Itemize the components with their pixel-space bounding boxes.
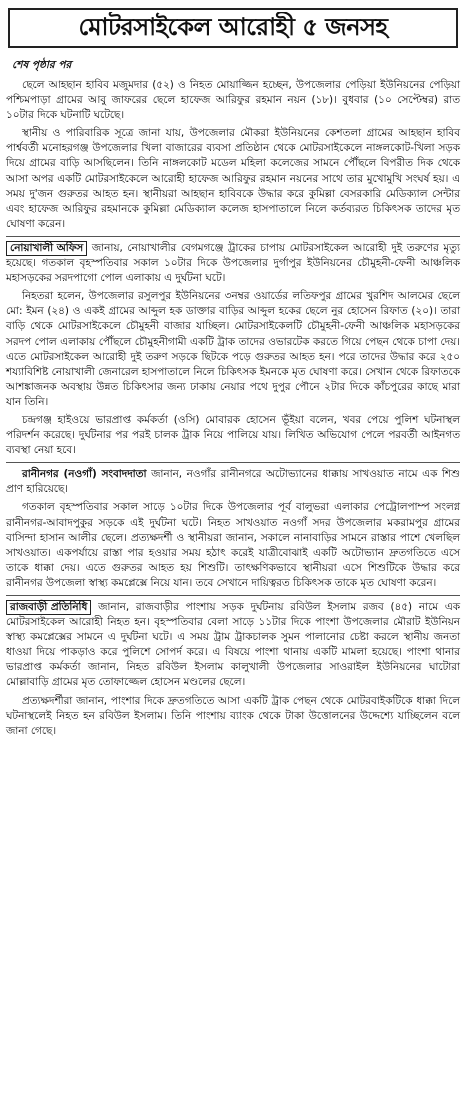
headline: মোটরসাইকেল আরোহী ৫ জনসহ — [78, 13, 388, 41]
paragraph-6-text: জানান, নওগাঁর রানীনগরে অটোভ্যানের ধাক্কায় সাখওয়াত নামে এক শিশু প্রাণ হারিয়েছে। — [6, 468, 460, 496]
paragraph-4: নিহতরা হলেন, উপজেলার রসুলপুর ইউনিয়নের ৩নম্বর ওয়ার্ডের লতিফপুর গ্রামের খুরশিদ আলমের ছেলে মো: ইমন (২৪) ও একই গ্রামের আব্দুল হক ডাক্তার বাড়ির আব্দুল হকের ছেলে নুর হোসেন রিফাত (২০)। তারা বাড়ি থেকে মোটরসাইকেলে চৌমুহনী বাজার যাচ্ছিল। মোটরসাইকেলটি চৌমুহনী-ফেনী আঞ্চলিক মহাসড়কের সরদপ পোল এলাকায় পৌঁছলে চৌমুহনীগামী একটি ট্রাক তাদের ওভারটেক করতে গিয়ে পেছন থেকে চাপা দেয়। এতে মোটরসাইকেল আরোহী দুই তরুণ সড়কে ছিটকে পড়ে গুরুতর আহত হন। পরে তাদের উদ্ধার করে ২৫০ শয্যাবিশিষ্ট নোয়াখালী জেনারেল হাসপাতালে নিলে চিকিৎসক ইমনকে মৃত ঘোষণা করে। সেখান থেকে রিফাতকে আশঙ্কাজনক অবস্থায় উন্নত চিকিৎসার জন্য ঢাকায় নেয়ার পথে দুপুর পৌনে ২টার দিকে কাঁচপুরের কাছে মারা যান তিনি। — [6, 290, 460, 408]
paragraph-raninagar — [6, 467, 460, 497]
divider — [6, 595, 460, 596]
news-article — [0, 8, 466, 1114]
divider — [6, 236, 460, 237]
continued-label: শেষ পৃষ্ঠার পর — [12, 59, 72, 71]
paragraph-5: চন্দ্রগঞ্জ হাইওয়ে ভারপ্রাপ্ত কর্মকর্তা (ওসি) মোবারক হোসেন ভূঁইয়া বলেন, খবর পেয়ে পুলিশ ঘটনাস্থল পরিদর্শন করেছে। দুর্ঘটনার পর পরই চালক ট্রাক নিয়ে পালিয়ে যায়। লিখিত অভিযোগ পেলে পরবর্তী আইনগত ব্যবস্থা নেয়া হবে। — [6, 413, 460, 457]
paragraph-7: গতকাল বৃহস্পতিবার সকাল সাড়ে ১০টার দিকে উপজেলার পূর্ব বালুভরা এলাকার পেট্রোলপাম্প সংলগ্ন রানীনগর-আবাদপুকুর সড়কে এই দুর্ঘটনা ঘটে। নিহত সাখওয়াত নওগাঁ সদর উপজেলার মকরামপুর গ্রামের বাসিন্দা হাসান আলীর ছেলে। প্রত্যক্ষদর্শী ও স্থানীয়রা জানান, সকালে নানাবাড়ির সামনে রাস্তার পাশে খেলছিল সাখওয়াত। একপর্যায়ে রাস্তা পার হওয়ার সময় হঠাৎ করেই যাত্রীবোঝাই একটি অটোভ্যান দ্রুতগতিতে এসে তাকে ধাক্কা দেয়। এতে গুরুতর আহত হয় শিশুটি। তাৎক্ষণিকভাবে স্থানীয়রা এসে শিশুটিকে উদ্ধার করে রানীনগর উপজেলা স্বাস্থ্য কমপ্লেক্সে নিয়ে যান। তবে সেখানে দায়িত্বরত চিকিৎসক তাকে মৃত ঘোষণা করেন। — [6, 501, 460, 589]
paragraph-3-text: জানায়, নোয়াখালীর বেগমগঞ্জে ট্রাকের চাপায় মোটরসাইকেল আরোহী দুই তরুণের মৃত্যু হয়েছে। গতকাল বৃহস্পতিবার সকাল ১০টার দিকে উপজেলার দুর্গাপুর ইউনিয়নের চৌমুহনী-ফেনী আঞ্চলিক মহাসড়কের সরদপাগো পোল এলাকায় এ দুর্ঘটনা ঘটে। — [6, 241, 460, 285]
paragraph-8-text: জানান, রাজবাড়ীর পাংশায় সড়ক দুর্ঘটনায় রবিউল ইসলাম রজব (৪৫) নামে এক মোটরসাইকেল আরোহী নিহত হন। বৃহস্পতিবার বেলা সাড়ে ১১টার দিকে পাংশা উপজেলার মৌরাট ইউনিয়ন স্বাস্থ্য কমপ্লেক্সের সামনে এ দুর্ঘটনা ঘটে। এ সময় ট্রাম ট্রাকচালক সুমন পালানোর চেষ্টা করলে স্থানীয় জনতা ধাওয়া দিয়ে পাকড়াও করে পুলিশে সোপর্দ করে। এ বিষয়ে পাংশা থানায় একটি মামলা হয়েছে। পাংশা থানার ভারপ্রাপ্ত কর্মকর্তা জানান, নিহত রবিউল ইসলাম কালুখালী উপজেলার সাওরাইল ইউনিয়নের ঘাটোরা মোল্লাবাড়ি গ্রামের মৃত তোফাজ্জেল হোসেন মণ্ডলের ছেলে। — [6, 601, 460, 689]
dateline-rajbari: রাজবাড়ী প্রতিনিধি — [6, 600, 91, 615]
dateline-raninagar: রানীনগর (নওগাঁ) সংবাদদাতা — [22, 468, 147, 481]
paragraph-noakhali — [6, 241, 460, 286]
paragraph-2: স্থানীয় ও পারিবারিক সূত্রে জানা যায়, উপজেলার মৌকরা ইউনিয়নের কেশতলা গ্রামের আহছান হাবিব পার্শ্ববর্তী মনোহরগঞ্জ উপজেলার খিলা বাজারের ব্যবসা প্রতিষ্ঠান থেকে মোটরসাইকেলে নাঙ্গলকোট-খিলা সড়ক দিয়ে গ্রামের বাড়ি আসছিলেন। তিনি নাঙ্গলকোট মডেল মহিলা কলেজের সামনে পৌঁছলে বিপরীত দিক থেকে আসা অপর একটি মোটরসাইকেলে আরোহী হাফেজ আরিফুর রহমান নয়নের সাথে তার মুখোমুখি সংঘর্ষ হয়। এ সময় দু'জন গুরুতর আহত হন। স্থানীয়রা আহছান হাবিবকে উদ্ধার করে কুমিল্লা বেসরকারি মেডিক্যাল সেন্টার এবং হাফেজ আরিফুর রহমানকে কুমিল্লা মেডিক্যাল কলেজ হাসপাতালে নিলে কর্তব্যরত চিকিৎসক তাদের মৃত ঘোষণা করেন। — [6, 127, 460, 230]
dateline-noakhali: নোয়াখালী অফিস — [6, 241, 87, 256]
paragraph-1: ছেলে আহছান হাবিব মজুমদার (৫২) ও নিহত মোয়াজ্জিন হচ্ছেন, উপজেলার পেড়িয়া ইউনিয়নের পেড়িয়া পশ্চিমপাড়া গ্রামের আবু জাফরের ছেলে হাফেজ আরিফুর রহমান নয়ন (১৮)। বুধবার (১০ সেপ্টেম্বর) রাত ১০টার দিকে ঘটনাটি ঘটেছে। — [6, 79, 460, 122]
headline-box — [8, 8, 458, 48]
divider — [6, 462, 460, 463]
paragraph-rajbari — [6, 600, 460, 691]
paragraph-9: প্রত্যক্ষদর্শীরা জানান, পাংশার দিকে দ্রুতগতিতে আসা একটি ট্রাক পেছন থেকে মোটরবাইকটিকে ধাক্কা দিলে ঘটনাস্থলেই নিহত হন রবিউল ইসলাম। তিনি পাংশায় ব্যাংক থেকে টাকা উত্তোলনের উদ্দেশ্যে যাচ্ছিলেন বলে জানা গেছে। — [6, 694, 460, 737]
